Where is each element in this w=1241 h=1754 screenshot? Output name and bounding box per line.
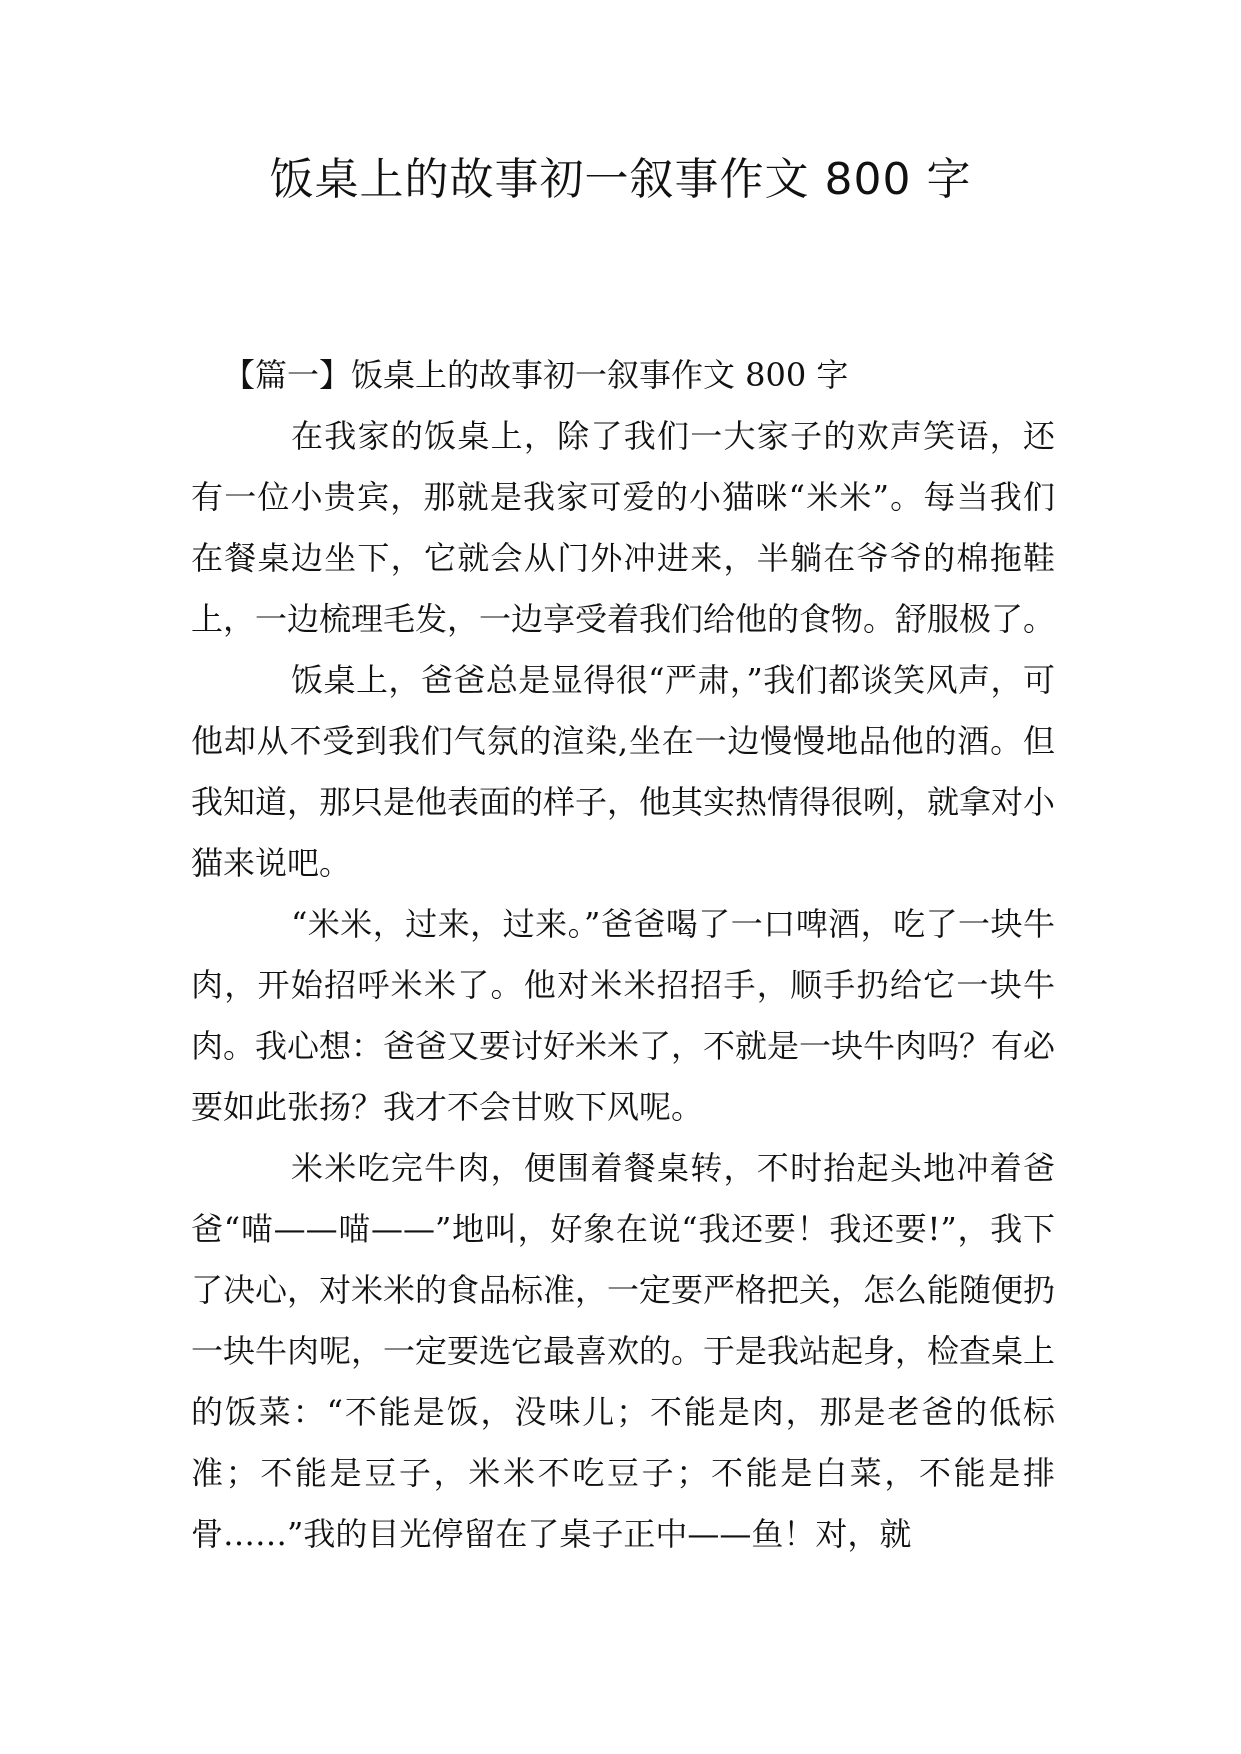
paragraph-2: 饭桌上，爸爸总是显得很“严肃，”我们都谈笑风声，可他却从不受到我们气氛的渲染,坐在一边慢慢地品他的酒。但我知道，那只是他表面的样子，他其实热情得很咧，就拿对小猫来说吧。	[191, 661, 1056, 882]
document-body	[191, 345, 1055, 1565]
paragraph-1: 在我家的饭桌上，除了我们一大家子的欢声笑语，还有一位小贵宾，那就是我家可爱的小猫咪“米米”。每当我们在餐桌边坐下，它就会从门外冲进来，半躺在爷爷的棉拖鞋上，一边梳理毛发，一边享受着我们给他的食物。舒服极了。	[191, 417, 1056, 638]
document-title: 饭桌上的故事初一叙事作文 800 字	[269, 154, 972, 205]
paragraph-4: 米米吃完牛肉，便围着餐桌转，不时抬起头地冲着爸爸“喵——喵——”地叫，好象在说“我还要！我还要!”，我下了决心，对米米的食品标准，一定要严格把关，怎么能随便扔一块牛肉呢，一定要选它最喜欢的。于是我站起身，检查桌上的饭菜：“不能是饭，没味儿；不能是肉，那是老爸的低标准；不能是豆子，米米不吃豆子；不能是白菜，不能是排骨……”我的目光停留在了桌子正中——鱼！对，就	[191, 1149, 1056, 1553]
paragraph-3: “米米，过来，过来。”爸爸喝了一口啤酒，吃了一块牛肉，开始招呼米米了。他对米米招招手，顺手扔给它一块牛肉。我心想：爸爸又要讨好米米了，不就是一块牛肉吗？有必要如此张扬？我才不会甘败下风呢。	[191, 905, 1056, 1126]
section-heading: 【篇一】饭桌上的故事初一叙事作文 800 字	[223, 356, 849, 394]
